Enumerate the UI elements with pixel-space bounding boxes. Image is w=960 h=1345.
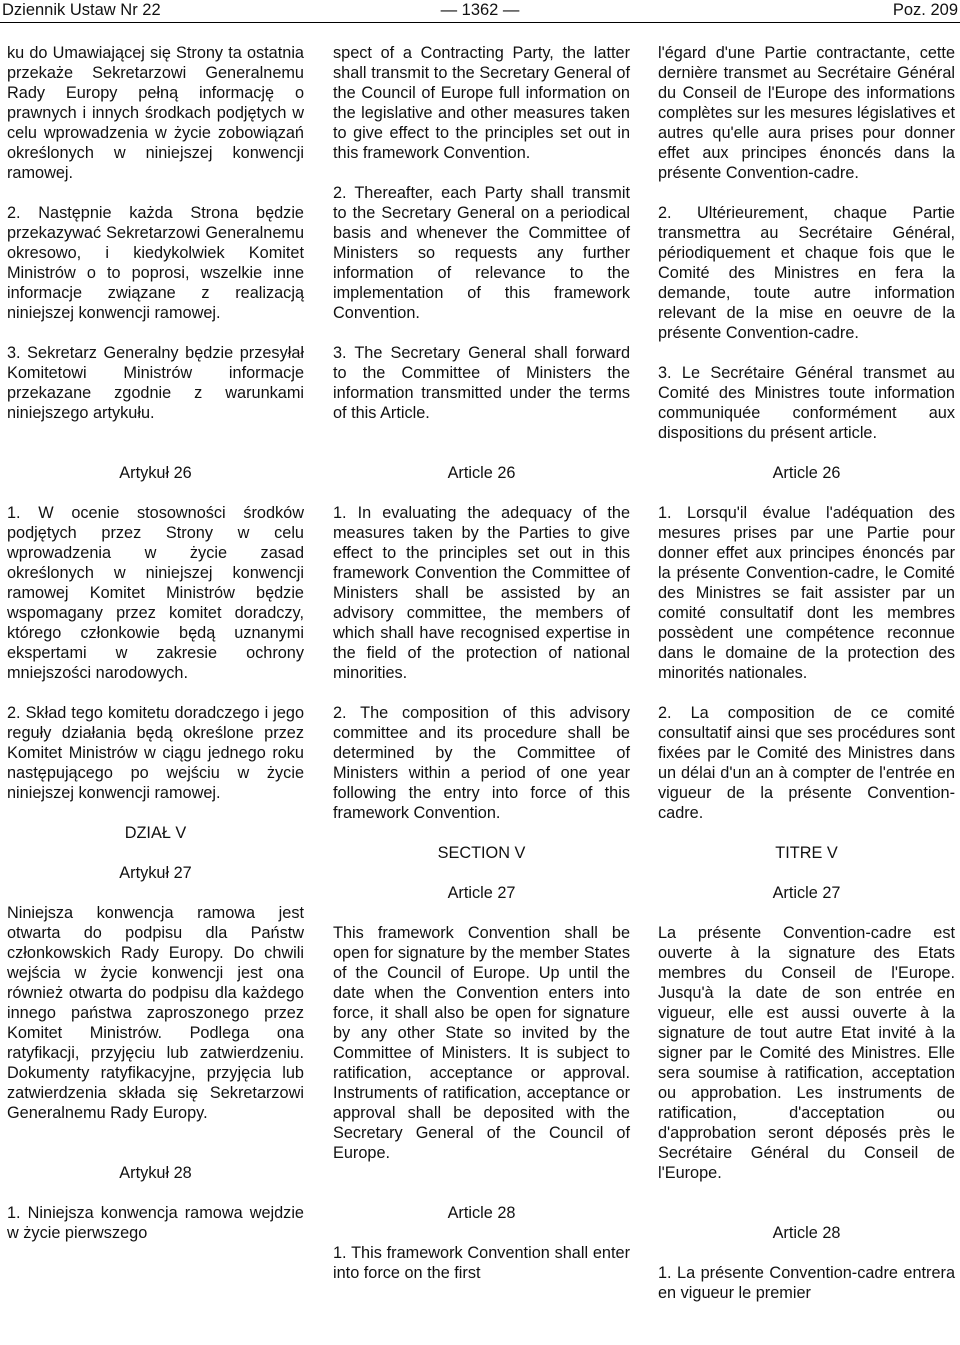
paragraph: 2. La composition de ce comité consultatif ainsi que ses procédures sont fixées par le Comité des Ministres dans un délai d'un an à compter de l'entrée en vigueur de la présente Convention-cadre.: [658, 704, 955, 822]
paragraph: l'égard d'une Partie contractante, cette dernière transmet au Secrétaire Général du Conseil de l'Europe des informations complètes sur les mesures législatives et autres qu'elle aura prises pour donner effet aux principes énoncés dans la présente Convention-cadre.: [658, 44, 955, 182]
article-heading: Article 28: [447, 1204, 516, 1222]
paragraph: 3. The Secretary General shall forward to the Committee of Ministers the information transmitted under the terms of this Article.: [333, 344, 630, 422]
article-heading: Article 26: [447, 464, 516, 482]
paragraph: 3. Sekretarz Generalny będzie przesyłał Komitetowi Ministrów informacje przekazane zgodnie z warunkami niniejszego artykułu.: [7, 344, 304, 422]
paragraph: Niniejsza konwencja ramowa jest otwarta do podpisu dla Państw członkowskich Rady Europy. Do chwili wejścia w życie konwencji jest ona również otwarta do podpisu dla każdego innego państwa zaproszonego przez Komitet Ministrów. Podlega ona ratyfikacji, przyjęciu lub zatwierdzeniu. Dokumenty ratyfikacyjne, przyjęcia lub zatwierdzenia składa się Sekretarzowi Generalnemu Rady Europy.: [7, 904, 304, 1122]
paragraph: 2. Thereafter, each Party shall transmit to the Secretary General on a periodical basis and whenever the Committee of Ministers so requests any further information of relevance to the implementation of this framework Convention.: [333, 184, 630, 322]
article-heading: Artykuł 27: [119, 864, 192, 882]
spacer: [658, 1203, 955, 1223]
article-heading: Article 28: [772, 1224, 841, 1242]
article-heading: Article 27: [772, 884, 841, 902]
page-number: — 1362 —: [440, 1, 520, 19]
column-polish: [7, 43, 304, 1243]
paragraph: 1. Niniejsza konwencja ramowa wejdzie w życie pierwszego: [7, 1204, 304, 1242]
spacer: [7, 443, 304, 463]
column-english: [333, 43, 630, 1283]
article-heading: Article 27: [447, 884, 516, 902]
paragraph: ku do Umawiającej się Strony ta ostatnia przekaże Sekretarzowi Generalnemu Rady Europy pełną informację o prawnych i innych środkach podjętych w celu wprowadzenia w życie zobowiązań określonych w niniejszej konwencji ramowej.: [7, 44, 304, 182]
article-heading: SECTION V: [437, 844, 526, 862]
paragraph: La présente Convention-cadre est ouverte à la signature des Etats membres du Conseil de l'Europe. Jusqu'à la date de son entrée en vigueur, elle est aussi ouverte à la signature de tout autre Etat invité à la signer par le Comité des Ministres. Elle sera soumise à ratification, acceptation ou approbation. Les instruments de ratification, d'acceptation ou d'approbation seront déposés près le Secrétaire Général du Conseil de l'Europe.: [658, 924, 955, 1182]
paragraph: This framework Convention shall be open for signature by the member States of the Council of Europe. Up until the date when the Convention enters into force, it shall also be open for signature by any other State so invited by the Committee of Ministers. It is subject to ratification, acceptance or approval. Instruments of ratification, acceptance or approval shall be deposited with the Secretary General of the Council of Europe.: [333, 924, 630, 1162]
spacer: [333, 443, 630, 463]
page-header: [0, 0, 960, 23]
paragraph: 2. Następnie każda Strona będzie przekazywać Sekretarzowi Generalnemu okresowo, i kiedykolwiek Komitet Ministrów o to poprosi, wszelkie inne informacje związane z realizacją niniejszej konwencji ramowej.: [7, 204, 304, 322]
paragraph: 2. The composition of this advisory committee and its procedure shall be determined by the Committee of Ministers within a period of one year following the entry into force of this framework Convention.: [333, 704, 630, 822]
article-heading: DZIAŁ V: [124, 824, 187, 842]
article-heading: Article 26: [772, 464, 841, 482]
paragraph: 1. Lorsqu'il évalue l'adéquation des mesures prises par une Partie pour donner effet aux principes énoncés par la présente Convention-cadre, le Comité des Ministres se fait assister par un comité consultatif dont les membres possèdent une compétence reconnue dans le domaine de la protection des minorités nationales.: [658, 504, 955, 682]
paragraph: 2. Ultérieurement, chaque Partie transmettra au Secrétaire Général, périodiquement et chaque fois que le Comité des Ministres en fera la demande, toute autre information relevant de la mise en oeuvre de la présente Convention-cadre.: [658, 204, 955, 342]
paragraph: spect of a Contracting Party, the latter shall transmit to the Secretary General of the Council of Europe full information on the legislative and other measures taken to give effect to the principles set out in this framework Convention.: [333, 44, 630, 162]
journal-title: Dziennik Ustaw Nr 22: [2, 1, 161, 19]
spacer: [7, 1143, 304, 1163]
paragraph: 1. La présente Convention-cadre entrera en vigueur le premier: [658, 1264, 955, 1302]
paragraph: 1. This framework Convention shall enter into force on the first: [333, 1244, 630, 1282]
column-french: [658, 43, 955, 1303]
position-number: Poz. 209: [892, 1, 958, 19]
paragraph: 3. Le Secrétaire Général transmet au Comité des Ministres toute information communiquée conformément aux dispositions du présent article.: [658, 364, 955, 442]
paragraph: 1. In evaluating the adequacy of the measures taken by the Parties to give effect to the principles set out in this framework Convention the Committee of Ministers shall be assisted by an advisory committee, the members of which shall have recognised expertise in the field of the protection of national minorities.: [333, 504, 630, 682]
article-heading: TITRE V: [775, 844, 838, 862]
paragraph: 2. Skład tego komitetu doradczego i jego reguły działania będą określone przez Komitet Ministrów w ciągu jednego roku następującego po wejściu w życie niniejszej konwencji ramowej.: [7, 704, 304, 802]
spacer: [333, 1183, 630, 1203]
paragraph: 1. W ocenie stosowności środków podjętych przez Strony w celu wprowadzenia w życie zasad określonych w niniejszej konwencji ramowej Komitet Ministrów będzie wspomagany przez komitet doradczy, którego członkowie będą uznanymi ekspertami w zakresie ochrony mniejszości narodowych.: [7, 504, 304, 682]
article-heading: Artykuł 26: [119, 464, 192, 482]
article-heading: Artykuł 28: [119, 1164, 192, 1182]
